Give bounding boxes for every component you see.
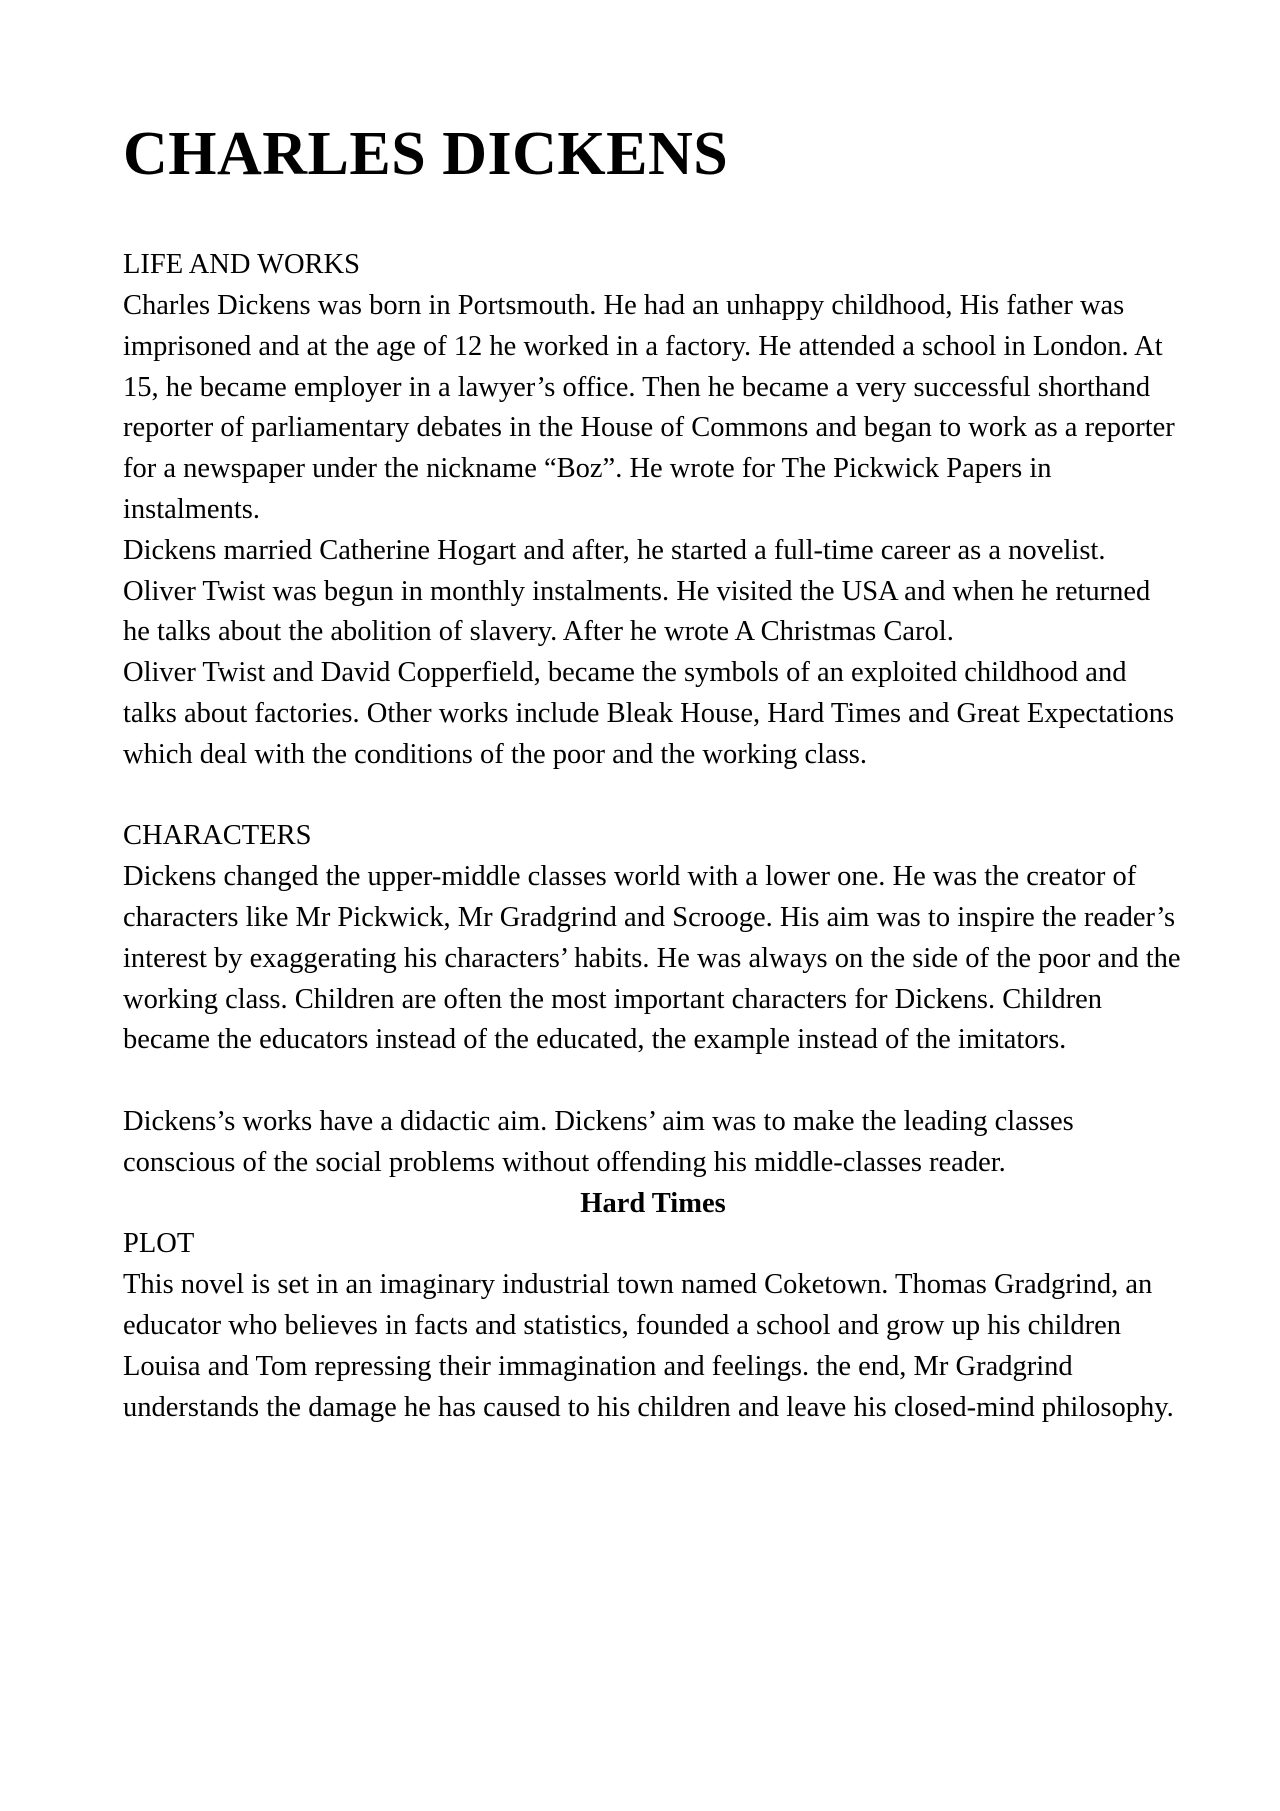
page-title: CHARLES DICKENS: [123, 120, 729, 188]
didactic-section: [123, 1102, 1183, 1428]
life-paragraph-3: Oliver Twist and David Copperfield, became the symbols of an exploited childhood and talks about factories. Other works include Bleak House, Hard Times and Great Expectations which deal with the conditions of the poor and the working class.: [123, 657, 1175, 770]
characters-paragraph: Dickens changed the upper-middle classes world with a lower one. He was the creator of characters like Mr Pickwick, Mr Gradgrind and Scrooge. His aim was to inspire the reader’s interest by exaggerating his characters’ habits. He was always on the side of the poor and the working class. Children are often the most important characters for Dickens. Children became the educators instead of the educated, the example instead of the imitators.: [123, 861, 1181, 1056]
characters-heading: CHARACTERS: [123, 820, 312, 852]
spacer: [123, 1061, 1183, 1102]
life-paragraph-2: Dickens married Catherine Hogart and after, he started a full-time career as a novelist. Oliver Twist was begun in monthly instalments. He visited the USA and when he returned he talks about the abolition of slavery. After he wrote A Christmas Carol.: [123, 534, 1151, 648]
plot-heading: PLOT: [123, 1228, 195, 1260]
life-paragraph-1: Charles Dickens was born in Portsmouth. He had an unhappy childhood, His father was imprisoned and at the age of 12 he worked in a factory. He attended a school in London. At 15, he became employer in a lawyer’s office. Then he became a very successful shorthand reporter of parliamentary debates in the House of Commons and began to work as a reporter for a newspaper under the nickname “Boz”. He wrote for The Pickwick Papers in instalments.: [123, 289, 1175, 525]
didactic-paragraph: Dickens’s works have a didactic aim. Dickens’ aim was to make the leading classes conscious of the social problems without offending his middle-classes reader.: [123, 1105, 1074, 1178]
spacer: [123, 776, 1183, 817]
life-and-works-heading: LIFE AND WORKS: [123, 249, 360, 281]
hard-times-heading: Hard Times: [580, 1187, 726, 1219]
characters-section: [123, 816, 1183, 1061]
document-page: [123, 120, 1183, 1428]
plot-paragraph: This novel is set in an imaginary industrial town named Coketown. Thomas Gradgrind, an educator who believes in facts and statistics, founded a school and grow up his children Louisa and Tom repressing their immagination and feelings. the end, Mr Gradgrind understands the damage he has caused to his children and leave his closed-mind philosophy.: [123, 1269, 1174, 1423]
life-and-works-section: [123, 245, 1183, 775]
